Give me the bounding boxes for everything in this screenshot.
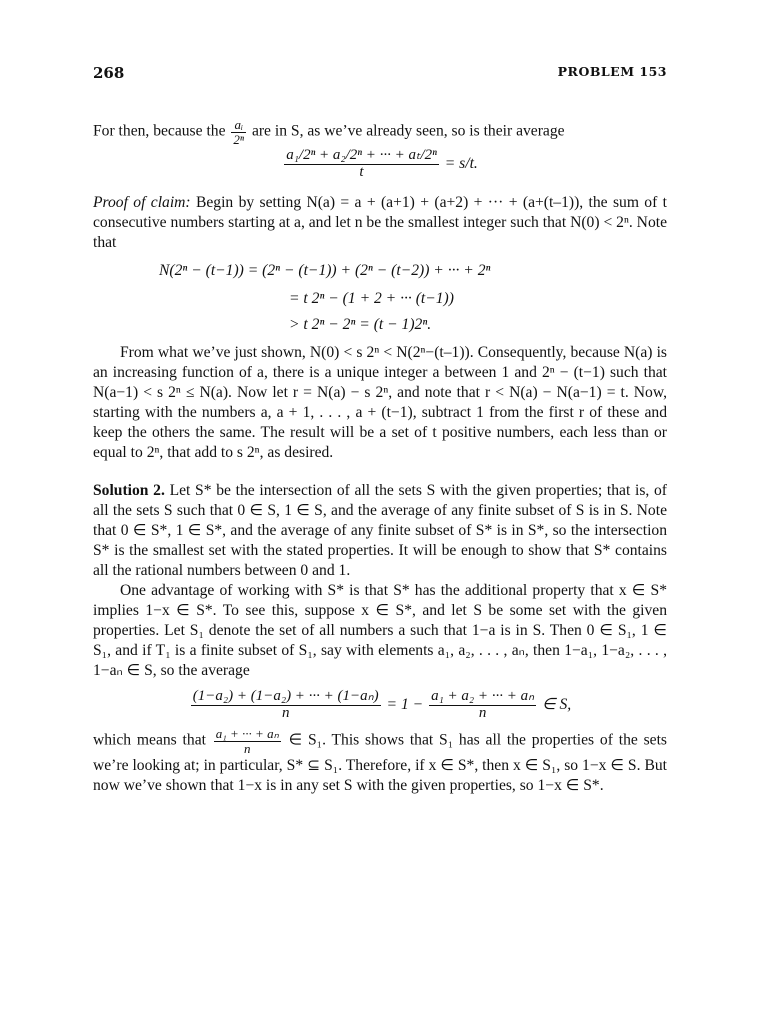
inline-fraction-average: $\frac{\text{a₁ + ··· + aₙ}}{n}$ <box>215 726 279 756</box>
display-fraction-left: $\frac{\text{(1−a₂) + (1−a₂) + ··· + (1−aₙ)}}{n}$ <box>192 687 379 721</box>
equation-line-3: > t 2ⁿ − 2ⁿ = (t − 1)2ⁿ. <box>289 315 432 333</box>
paragraph-advantage: One advantage of working with S* is that S* has the additional property that x ∈ S* implies 1−x ∈ S*. To see this, suppose x ∈ S*, and let S be some set with the given properties. Let S₁ denote the set of all numbers a such that 1−a is in S. Then 0 ∈ S₁, 1 ∈ S₁, and if T₁ is a finite subset of S₁, say with elements a₁, a₂, . . . , aₙ, then 1−a₁, 1−a₂, . . . , 1−aₙ ∈ S, so the average <box>93 581 667 679</box>
running-title: PROBLEM 153 <box>557 64 667 79</box>
fraction-ai-over-2n: $\frac{\text{aᵢ}}{\text{2ⁿ}}$ <box>233 117 245 147</box>
equation-line-1: N(2ⁿ − (t−1)) = (2ⁿ − (t−1)) + (2ⁿ − (t−2)) + ··· + 2ⁿ <box>159 261 491 279</box>
display-fraction-right: $\frac{\text{a₁ + a₂ + ··· + aₙ}}{n}$ <box>431 687 535 721</box>
display-fraction: $\frac{\text{a₁/2ⁿ + a₂/2ⁿ + ··· + aₜ/2ⁿ}}{t}$ <box>286 147 437 181</box>
proof-label: Proof of claim: <box>93 193 191 211</box>
display-equation-average: $\frac{\text{a₁/2ⁿ + a₂/2ⁿ + ··· + aₜ/2ⁿ}}{t}$ = s/t. <box>286 147 478 181</box>
aligned-equation-block <box>93 259 667 339</box>
paragraph-conclusion: which means that $\frac{\text{a₁ + ··· + aₙ}}{n}$ ∈ S₁. This shows that S₁ has all the properties of the sets we’re looking at; in particular, S* ⊆ S₁. Therefore, if x ∈ S*, then x ∈ S₁, so 1−x ∈ S. But now we’ve shown that 1−x is in any set S with the given properties, so 1−x ∈ S*. <box>93 726 667 794</box>
solution-label: Solution 2. <box>93 481 165 499</box>
display-equation-complement: $\frac{\text{(1−a₂) + (1−a₂) + ··· + (1−aₙ)}}{n}$ = 1 − $\frac{\text{a₁ + a₂ + ··· + aₙ}}{n}$ ∈ S, <box>192 687 572 721</box>
paragraph-average-intro: For then, because the $\frac{\text{aᵢ}}{\text{2ⁿ}}$ are in S, as we’ve already seen, so is their average <box>93 117 565 147</box>
page-number: 268 <box>93 64 125 82</box>
paragraph-consequently: From what we’ve just shown, N(0) < s 2ⁿ < N(2ⁿ−(t–1)). Consequently, because N(a) is an increasing function of a, there is a unique integer a between 1 and 2ⁿ − (t−1) such that N(a−1) < s 2ⁿ ≤ N(a). Now let r = N(a) − s 2ⁿ, and note that r < N(a) − N(a−1) = t. Now, starting with the numbers a, a + 1, . . . , a + (t−1), subtract 1 from the first r of these and keep the others the same. The result will be a set of t positive numbers, each less than or equal to 2ⁿ, that add to s 2ⁿ, as desired. <box>93 343 667 461</box>
paragraph-proof-of-claim: Proof of claim: Begin by setting N(a) = a + (a+1) + (a+2) + ··· + (a+(t–1)), the sum of t consecutive numbers starting at a, and let n be the smallest integer such that N(0) < 2ⁿ. Note that <box>93 193 667 251</box>
page-body <box>93 118 667 796</box>
paragraph-solution-2: Solution 2. Let S* be the intersection of all the sets S with the given properties; that is, of all the sets S such that 0 ∈ S, 1 ∈ S, and the average of any finite subset of S is in S. Note that 0 ∈ S*, 1 ∈ S*, and the average of any finite subset of S* is in S*, so the intersection S* is the smallest set with the stated properties. It will be enough to show that S* contains all the rational numbers between 0 and 1. <box>93 481 667 579</box>
equation-line-2: = t 2ⁿ − (1 + 2 + ··· (t−1)) <box>289 289 454 307</box>
